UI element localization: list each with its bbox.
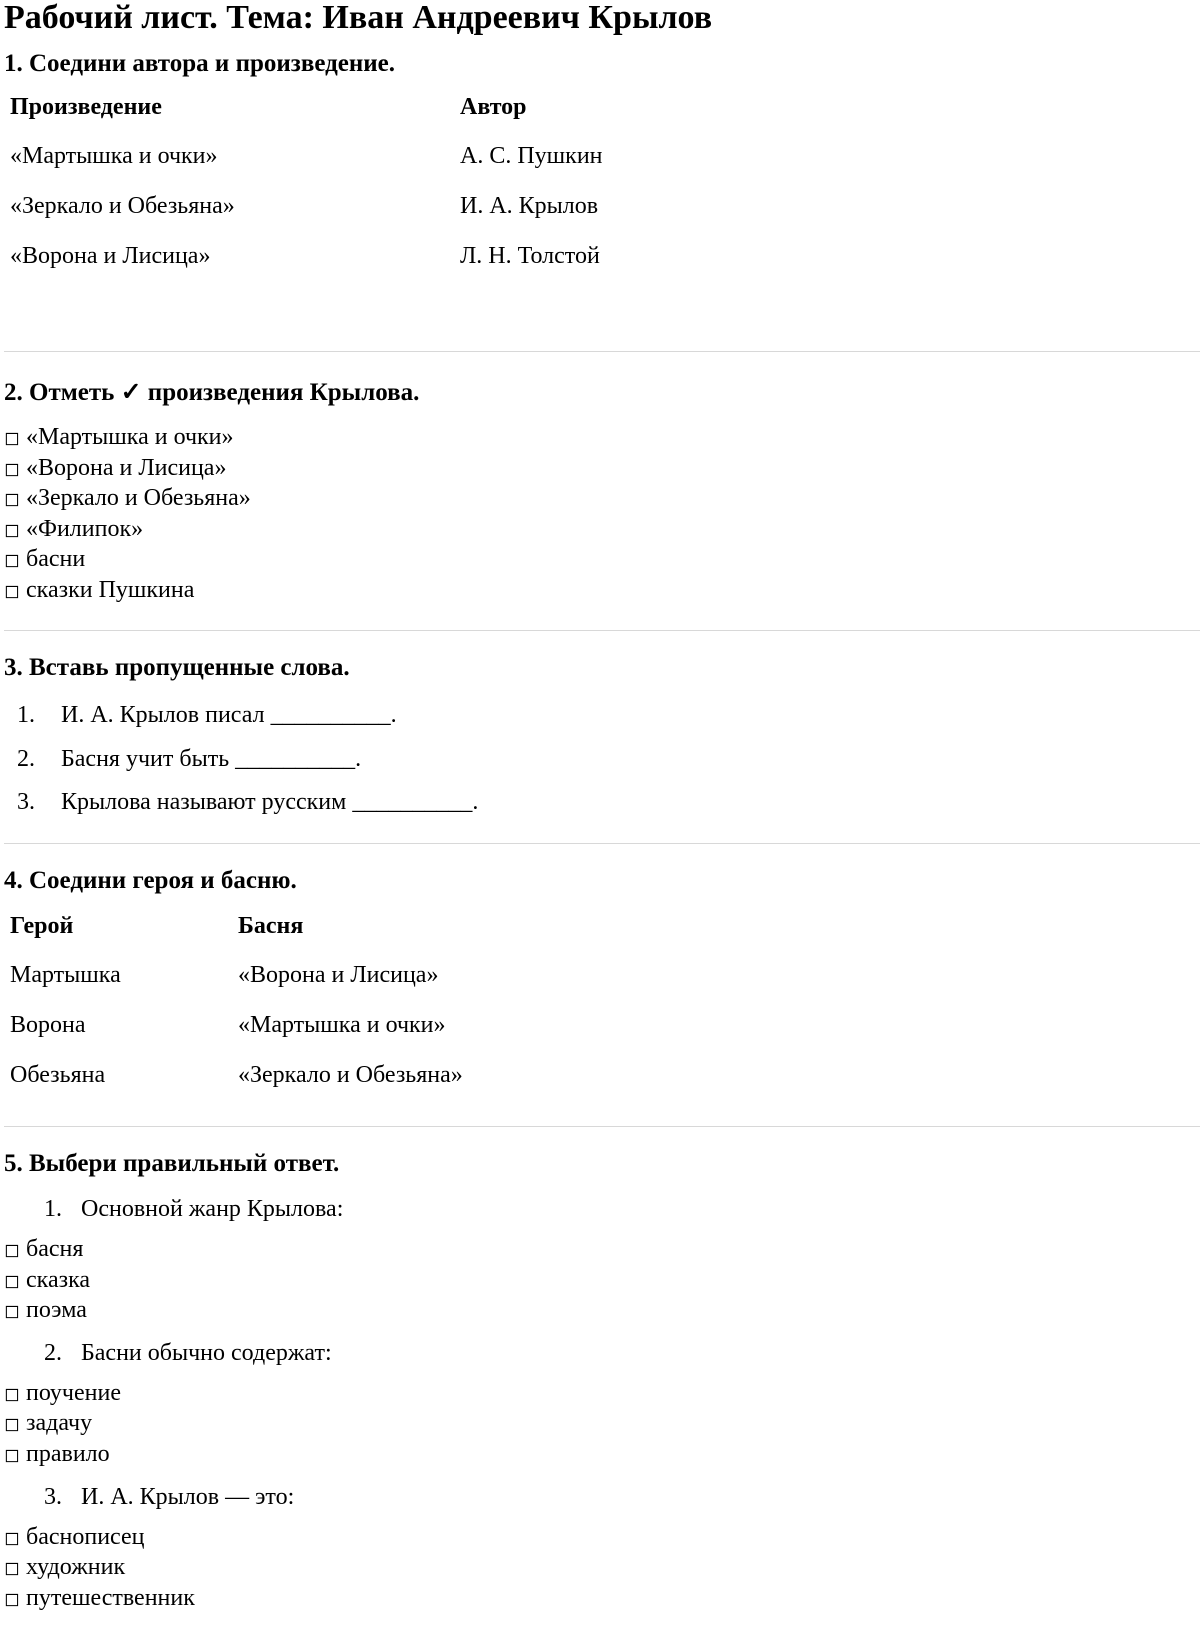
option-label: задачу <box>26 1410 93 1437</box>
checkbox-icon[interactable]: ◻ <box>4 580 20 602</box>
question-number: 2. <box>44 1339 62 1366</box>
section-3 <box>4 631 1200 823</box>
table-row <box>10 181 603 231</box>
question-2 <box>4 1333 1200 1373</box>
question-number: 3. <box>44 1483 62 1510</box>
question-3 <box>4 1477 1200 1517</box>
author-cell: Л. Н. Толстой <box>460 242 600 269</box>
list-item[interactable] <box>4 1408 1200 1439</box>
answer-options <box>4 1234 1200 1326</box>
table-row <box>10 1000 463 1050</box>
list-item[interactable] <box>4 1439 1200 1470</box>
option-label: поучение <box>26 1379 121 1406</box>
work-cell: «Ворона и Лисица» <box>10 242 211 269</box>
checkbox-icon[interactable]: ◻ <box>4 1301 20 1323</box>
question-1 <box>4 1189 1200 1229</box>
work-cell: «Мартышка и очки» <box>10 142 218 169</box>
author-cell: А. С. Пушкин <box>460 142 603 169</box>
checkbox-icon[interactable]: ◻ <box>4 1240 20 1261</box>
section-5 <box>4 1127 1200 1613</box>
option-label: путешественник <box>26 1584 195 1611</box>
checkbox-icon[interactable]: ◻ <box>4 458 20 480</box>
option-label: баснописец <box>26 1523 145 1550</box>
hero-fable-table <box>10 902 463 1100</box>
answer-options <box>4 1378 1200 1470</box>
question-text: Основной жанр Крылова: <box>81 1196 344 1222</box>
checkbox-icon[interactable]: ◻ <box>4 1558 20 1580</box>
checkbox-icon[interactable]: ◻ <box>4 1270 20 1292</box>
section-3-heading: 3. Вставь пропущенные слова. <box>4 654 350 681</box>
list-item[interactable] <box>4 575 1200 606</box>
checkbox-icon[interactable]: ◻ <box>4 519 20 541</box>
checkbox-icon[interactable]: ◻ <box>4 1588 20 1610</box>
section-4-heading: 4. Соедини героя и басню. <box>4 867 297 894</box>
list-item[interactable] <box>4 514 1200 545</box>
question-text: Басни обычно содержат: <box>81 1339 332 1366</box>
option-label: басня <box>26 1236 84 1262</box>
option-label: сказка <box>26 1266 91 1293</box>
fill-in-list <box>4 697 1200 828</box>
list-item[interactable] <box>4 453 1200 484</box>
list-item[interactable] <box>4 544 1200 575</box>
table-row <box>10 950 463 1000</box>
list-item[interactable] <box>4 422 1200 453</box>
hero-cell: Обезьяна <box>10 1061 106 1088</box>
work-cell: «Зеркало и Обезьяна» <box>10 192 235 219</box>
checkbox-icon[interactable]: ◻ <box>4 1414 20 1436</box>
checkbox-icon[interactable]: ◻ <box>4 550 20 572</box>
section-4 <box>4 844 1200 1114</box>
page-title: Рабочий лист. Тема: Иван Андреевич Крылов <box>4 0 713 36</box>
fable-cell: «Ворона и Лисица» <box>238 961 439 988</box>
works-checklist <box>4 422 1200 606</box>
checkbox-icon[interactable]: ◻ <box>4 428 20 449</box>
hero-cell: Мартышка <box>10 961 121 988</box>
list-item: 2. Басня учит быть __________. <box>41 741 1200 785</box>
answer-options <box>4 1522 1200 1614</box>
list-item[interactable] <box>4 1583 1200 1614</box>
list-item[interactable] <box>4 1234 1200 1265</box>
author-work-table <box>10 83 603 281</box>
list-item[interactable] <box>4 1265 1200 1296</box>
option-label: «Ворона и Лисица» <box>26 454 227 481</box>
option-label: поэма <box>26 1297 87 1324</box>
option-label: художник <box>26 1554 126 1581</box>
list-item[interactable] <box>4 1522 1200 1553</box>
column-header-author: Автор <box>460 93 527 120</box>
checkbox-icon[interactable]: ◻ <box>4 1527 20 1549</box>
table-row <box>10 231 603 281</box>
list-item: 3. Крылова называют русским __________. <box>41 784 1200 828</box>
option-label: «Мартышка и очки» <box>26 424 234 450</box>
checkbox-icon[interactable]: ◻ <box>4 489 20 511</box>
table-row <box>10 1050 463 1100</box>
list-item[interactable] <box>4 1295 1200 1326</box>
option-label: сказки Пушкина <box>26 576 195 603</box>
checkbox-icon[interactable]: ◻ <box>4 1444 20 1466</box>
table-row <box>10 131 603 181</box>
list-item[interactable] <box>4 483 1200 514</box>
section-2 <box>4 352 1200 603</box>
hero-cell: Ворона <box>10 1011 86 1038</box>
option-label: «Филипок» <box>26 515 144 542</box>
column-header-fable: Басня <box>238 912 304 939</box>
column-header-work: Произведение <box>10 93 162 120</box>
option-label: басни <box>26 546 86 573</box>
list-item[interactable] <box>4 1378 1200 1409</box>
question-text: И. А. Крылов — это: <box>81 1483 295 1510</box>
section-5-heading: 5. Выбери правильный ответ. <box>4 1150 340 1177</box>
fable-cell: «Зеркало и Обезьяна» <box>238 1061 463 1088</box>
question-number: 1. <box>44 1196 62 1222</box>
section-1 <box>4 40 1200 312</box>
option-label: правило <box>26 1440 110 1467</box>
list-item[interactable] <box>4 1552 1200 1583</box>
column-header-hero: Герой <box>10 912 74 939</box>
fable-cell: «Мартышка и очки» <box>238 1011 446 1038</box>
checkbox-icon[interactable]: ◻ <box>4 1383 20 1405</box>
list-item: 1. И. А. Крылов писал __________. <box>41 697 1200 741</box>
section-2-heading: 2. Отметь ✓ произведения Крылова. <box>4 379 420 406</box>
author-cell: И. А. Крылов <box>460 192 599 219</box>
section-1-heading: 1. Соедини автора и произведение. <box>4 50 395 77</box>
option-label: «Зеркало и Обезьяна» <box>26 485 251 512</box>
